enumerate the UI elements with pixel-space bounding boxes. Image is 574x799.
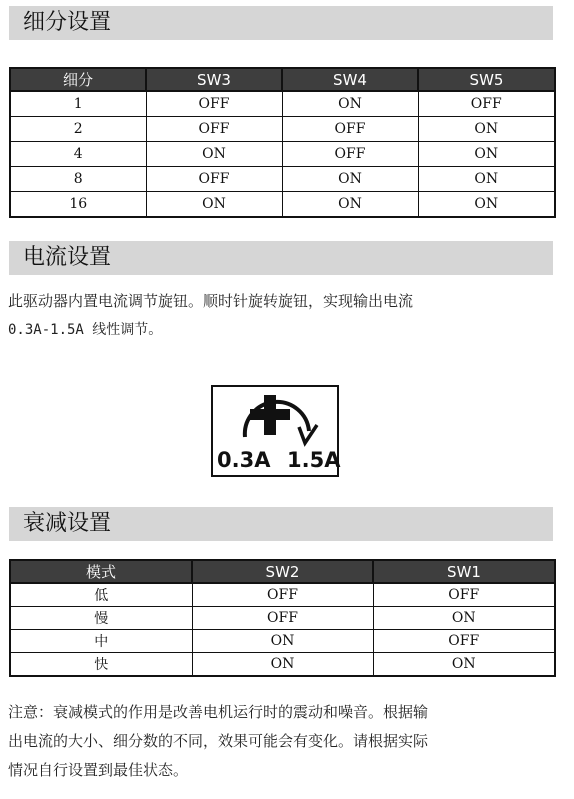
table-cell: 中 bbox=[10, 630, 192, 653]
table-cell: ON bbox=[282, 91, 418, 117]
table-cell: ON bbox=[418, 142, 555, 167]
table-cell: ON bbox=[192, 630, 373, 653]
column-header-mode: 模式 bbox=[10, 560, 192, 583]
plus-icon-vertical bbox=[264, 395, 276, 435]
decay-section-header bbox=[9, 507, 553, 541]
table-cell: 8 bbox=[10, 167, 146, 192]
column-header-subdivision: 细分 bbox=[10, 68, 146, 91]
column-header-sw5: SW5 bbox=[418, 68, 555, 91]
table-row bbox=[10, 583, 555, 607]
table-cell: ON bbox=[146, 192, 282, 218]
knob-max-label: 1.5A bbox=[287, 448, 341, 472]
table-cell: OFF bbox=[282, 117, 418, 142]
table-cell: 2 bbox=[10, 117, 146, 142]
table-cell: OFF bbox=[146, 117, 282, 142]
current-section-header bbox=[9, 241, 553, 275]
table-row bbox=[10, 91, 555, 117]
subdivision-table bbox=[9, 67, 556, 218]
current-description-line: 此驱动器内置电流调节旋钮。顺时针旋转旋钮，实现输出电流 bbox=[8, 292, 414, 310]
table-cell: 4 bbox=[10, 142, 146, 167]
table-cell: OFF bbox=[373, 583, 555, 607]
table-cell: ON bbox=[282, 167, 418, 192]
knob-min-label: 0.3A bbox=[217, 448, 271, 472]
table-row bbox=[10, 630, 555, 653]
current-knob-diagram bbox=[211, 385, 339, 477]
current-section-title: 电流设置 bbox=[23, 245, 112, 270]
decay-table bbox=[9, 559, 556, 677]
table-cell: OFF bbox=[418, 91, 555, 117]
table-cell: ON bbox=[418, 192, 555, 218]
table-row bbox=[10, 117, 555, 142]
subdivision-section-header bbox=[9, 6, 553, 40]
table-cell: OFF bbox=[373, 630, 555, 653]
table-cell: ON bbox=[418, 117, 555, 142]
table-row bbox=[10, 142, 555, 167]
decay-table-header-row bbox=[10, 560, 555, 583]
column-header-sw3: SW3 bbox=[146, 68, 282, 91]
column-header-sw4: SW4 bbox=[282, 68, 418, 91]
table-row bbox=[10, 167, 555, 192]
table-cell: 低 bbox=[10, 583, 192, 607]
table-cell: OFF bbox=[192, 607, 373, 630]
subdivision-table-header-row bbox=[10, 68, 555, 91]
knob-graphic bbox=[213, 387, 341, 479]
table-cell: OFF bbox=[146, 91, 282, 117]
decay-section-title: 衰减设置 bbox=[23, 511, 112, 536]
table-cell: ON bbox=[282, 192, 418, 218]
note-line: 情况自行设置到最佳状态。 bbox=[8, 761, 189, 779]
subdivision-section-title: 细分设置 bbox=[23, 10, 112, 35]
table-cell: 快 bbox=[10, 653, 192, 677]
table-cell: ON bbox=[373, 653, 555, 677]
table-row bbox=[10, 653, 555, 677]
column-header-sw2: SW2 bbox=[192, 560, 373, 583]
table-cell: OFF bbox=[192, 583, 373, 607]
note-line: 出电流的大小、细分数的不同，效果可能会有变化。请根据实际 bbox=[8, 732, 429, 750]
table-cell: ON bbox=[146, 142, 282, 167]
column-header-sw1: SW1 bbox=[373, 560, 555, 583]
current-description bbox=[8, 287, 560, 345]
table-cell: OFF bbox=[282, 142, 418, 167]
table-cell: 1 bbox=[10, 91, 146, 117]
table-row bbox=[10, 192, 555, 218]
table-cell: ON bbox=[192, 653, 373, 677]
table-cell: 慢 bbox=[10, 607, 192, 630]
table-row bbox=[10, 607, 555, 630]
table-cell: 16 bbox=[10, 192, 146, 218]
decay-note bbox=[8, 698, 560, 785]
current-description-line: 0.3A-1.5A 线性调节。 bbox=[8, 322, 163, 338]
note-line: 注意：衰减模式的作用是改善电机运行时的震动和噪音。根据输 bbox=[8, 703, 429, 721]
table-cell: ON bbox=[418, 167, 555, 192]
table-cell: ON bbox=[373, 607, 555, 630]
table-cell: OFF bbox=[146, 167, 282, 192]
